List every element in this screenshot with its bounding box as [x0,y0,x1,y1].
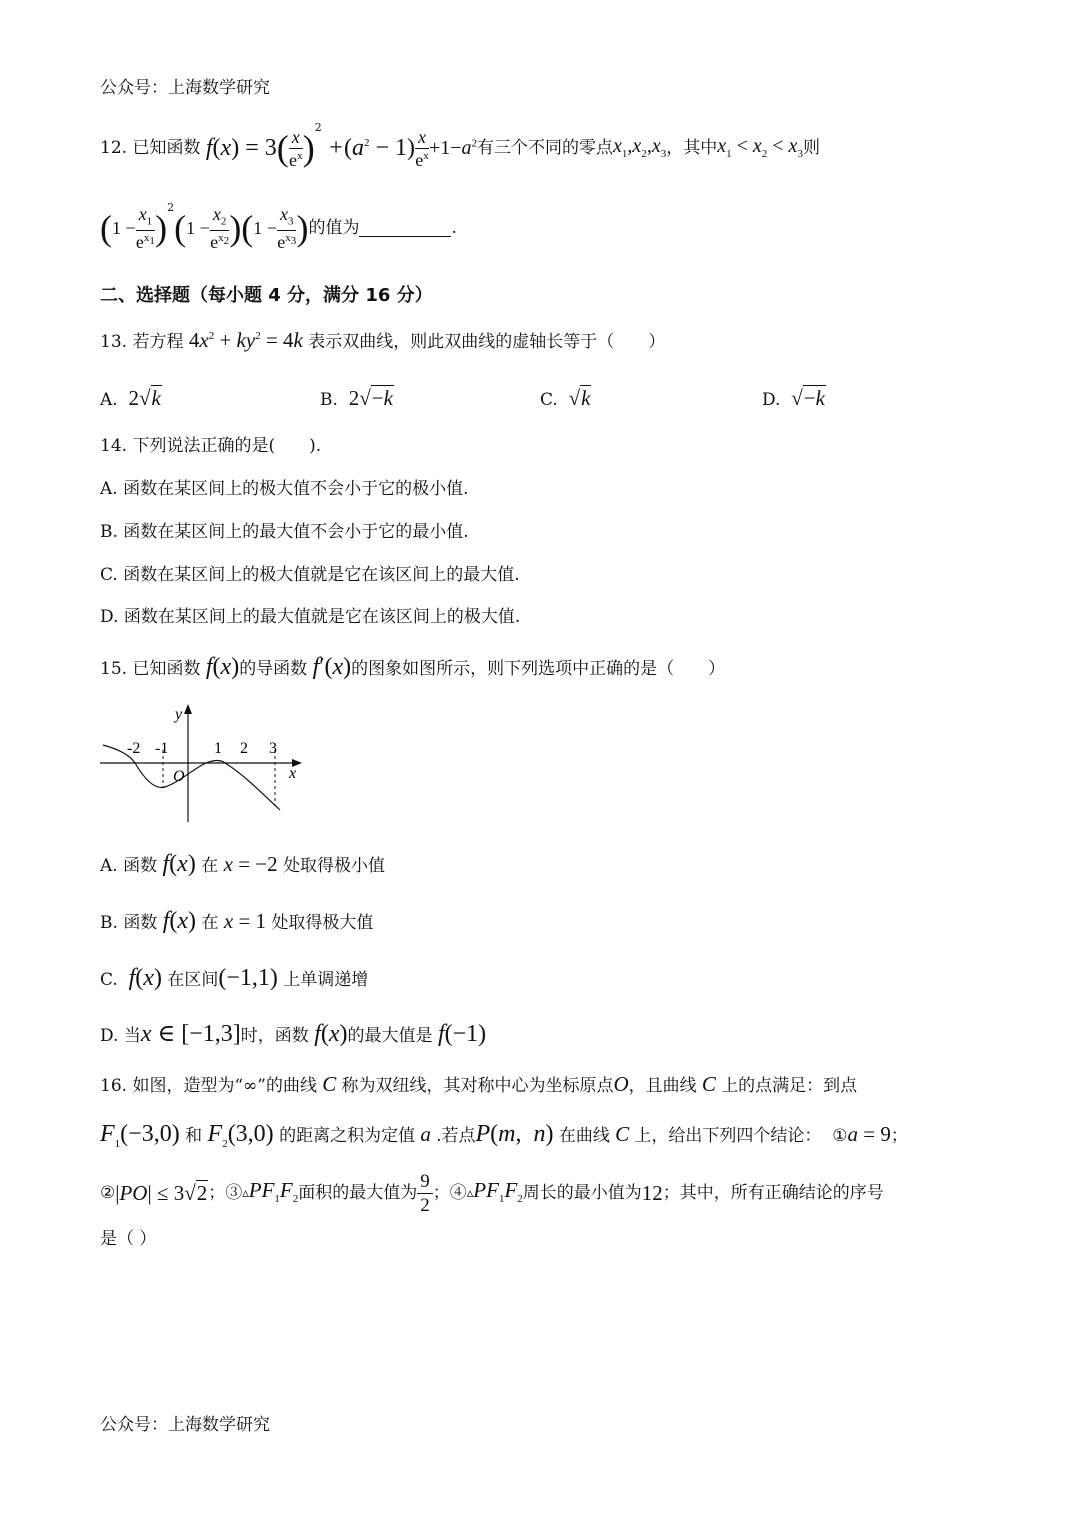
formula: $4x^2 + ky^2 = 4k$ [188,328,303,352]
question-text: 则 [802,137,820,158]
question-12-line1: 12. 已知函数 f(x) = 3 ( $\frac{x}{e^x}$ ) $^2$ $+(a^2 - 1)$ $\frac{x}{e^x}$ $+1-a^2$ 有三个不同的零点 $x_1,x_2,x_3$ ，其中 $x_1 < x_2 < x_3$ 则 [100,121,820,170]
option-B: B. 函数 f(x) 在 x = 1 处取得极大值 [100,908,374,934]
question-text: 的值为 [308,217,360,238]
question-number: 12. [100,137,128,158]
question-15: 15. 已知函数 f(x) 的导函数 f′(x) 的图象如图所示，则下列选项中正确的是（ ） [100,654,726,680]
option-C: C. f(x) 在区间 (−1,1) 上单调递增 [100,965,369,991]
tick-label: 1 [214,740,222,757]
fraction: $\frac{9}{2}$ [417,1172,433,1215]
page-header: 公众号：上海数学研究 [100,78,270,98]
option-D: D. 函数在某区间上的最大值就是它在该区间上的极大值. [100,607,521,627]
option-A: A. 函数在某区间上的极大值不会小于它的极小值. [100,479,469,499]
option-D: D. √−k [762,386,825,410]
fraction: $\frac{x_2}{e^{x_2}}$ [210,204,230,252]
formula: f(x) = 3 [205,135,277,161]
question-13: 13. 若方程 $4x^2 + ky^2 = 4k$ 表示双曲线，则此双曲线的虚轴长等于（ ） [100,328,666,352]
option-A: A. 2√k [100,386,161,410]
option-C: C. 函数在某区间上的极大值就是它在该区间上的最大值. [100,565,520,585]
option-B: B. 函数在某区间上的最大值不会小于它的最小值. [100,522,469,542]
question-text: 已知函数 [132,137,201,158]
page-footer: 公众号：上海数学研究 [100,1415,270,1435]
option-B: B. 2√−k [320,386,393,410]
option-A: A. 函数 f(x) 在 x = −2 处取得极小值 [100,851,386,877]
formula: $x_1 < x_2 < x_3$ [717,135,803,160]
question-text: 有三个不同的零点 [477,137,614,158]
tick-label: 3 [269,740,277,757]
x-axis-label: x [289,765,297,782]
y-axis-arrow [184,704,192,714]
section-heading: 二、选择题（每小题 4 分，满分 16 分） [100,285,433,306]
derivative-graph [95,700,310,825]
fraction: $\frac{x}{e^x}$ [415,126,429,170]
fraction: $\frac{x_3}{e^{x_3}}$ [277,204,297,252]
question-16-line4: 是（ ） [100,1229,157,1249]
question-14: 14. 下列说法正确的是( ). [100,436,322,456]
question-text: ，其中 [666,137,718,158]
fraction: $\frac{x}{e^x}$ [288,126,303,170]
y-axis-label: y [175,706,183,723]
answer-blank [359,220,451,237]
tick-label: 2 [240,740,248,757]
tick-label: -1 [155,740,169,757]
formula: $x_1,x_2,x_3$ [613,135,667,160]
question-16-line2: $F_1(-3,0)$ 和 $F_2(3,0)$ 的距离之积为定值 a .若点 P(m, n) 在曲线 C 上，给出下列四个结论： ① a = 9 ； [100,1121,908,1150]
origin-label: O [173,768,185,785]
question-16-line3: ② |PO| ≤ 3√2 ；③ $▵PF_1F_2$ 面积的最大值为 $\frac{9}{2}$ ；④ $▵PF_1F_2$ 周长的最小值为 12 ；其中，所有正确结论的序号 [100,1170,884,1216]
formula: $+1-a^2$ [428,137,478,159]
formula: $+(a^2 - 1)$ [321,135,415,161]
tick-label: -2 [127,740,141,757]
question-16-line1: 16. 如图，造型为“∞”的曲线 C 称为双纽线，其对称中心为坐标原点 O ，且曲线 C 上的点满足：到点 [100,1072,858,1096]
fraction: $\frac{x_1}{e^{x_1}}$ [135,204,155,252]
option-D: D. 当 x ∈ [−1,3] 时，函数 f(x) 的最大值是 f(−1) [100,1021,487,1047]
option-C: C. √k [540,386,591,410]
question-12-line2: ( 1 − $\frac{x_1}{e^{x_1}}$ ) $^2$ ( 1 − $\frac{x_2}{e^{x_2}}$ )( 1 − $\frac{x_3}{e^{x_3}}$ ) 的值为 . [100,201,457,252]
